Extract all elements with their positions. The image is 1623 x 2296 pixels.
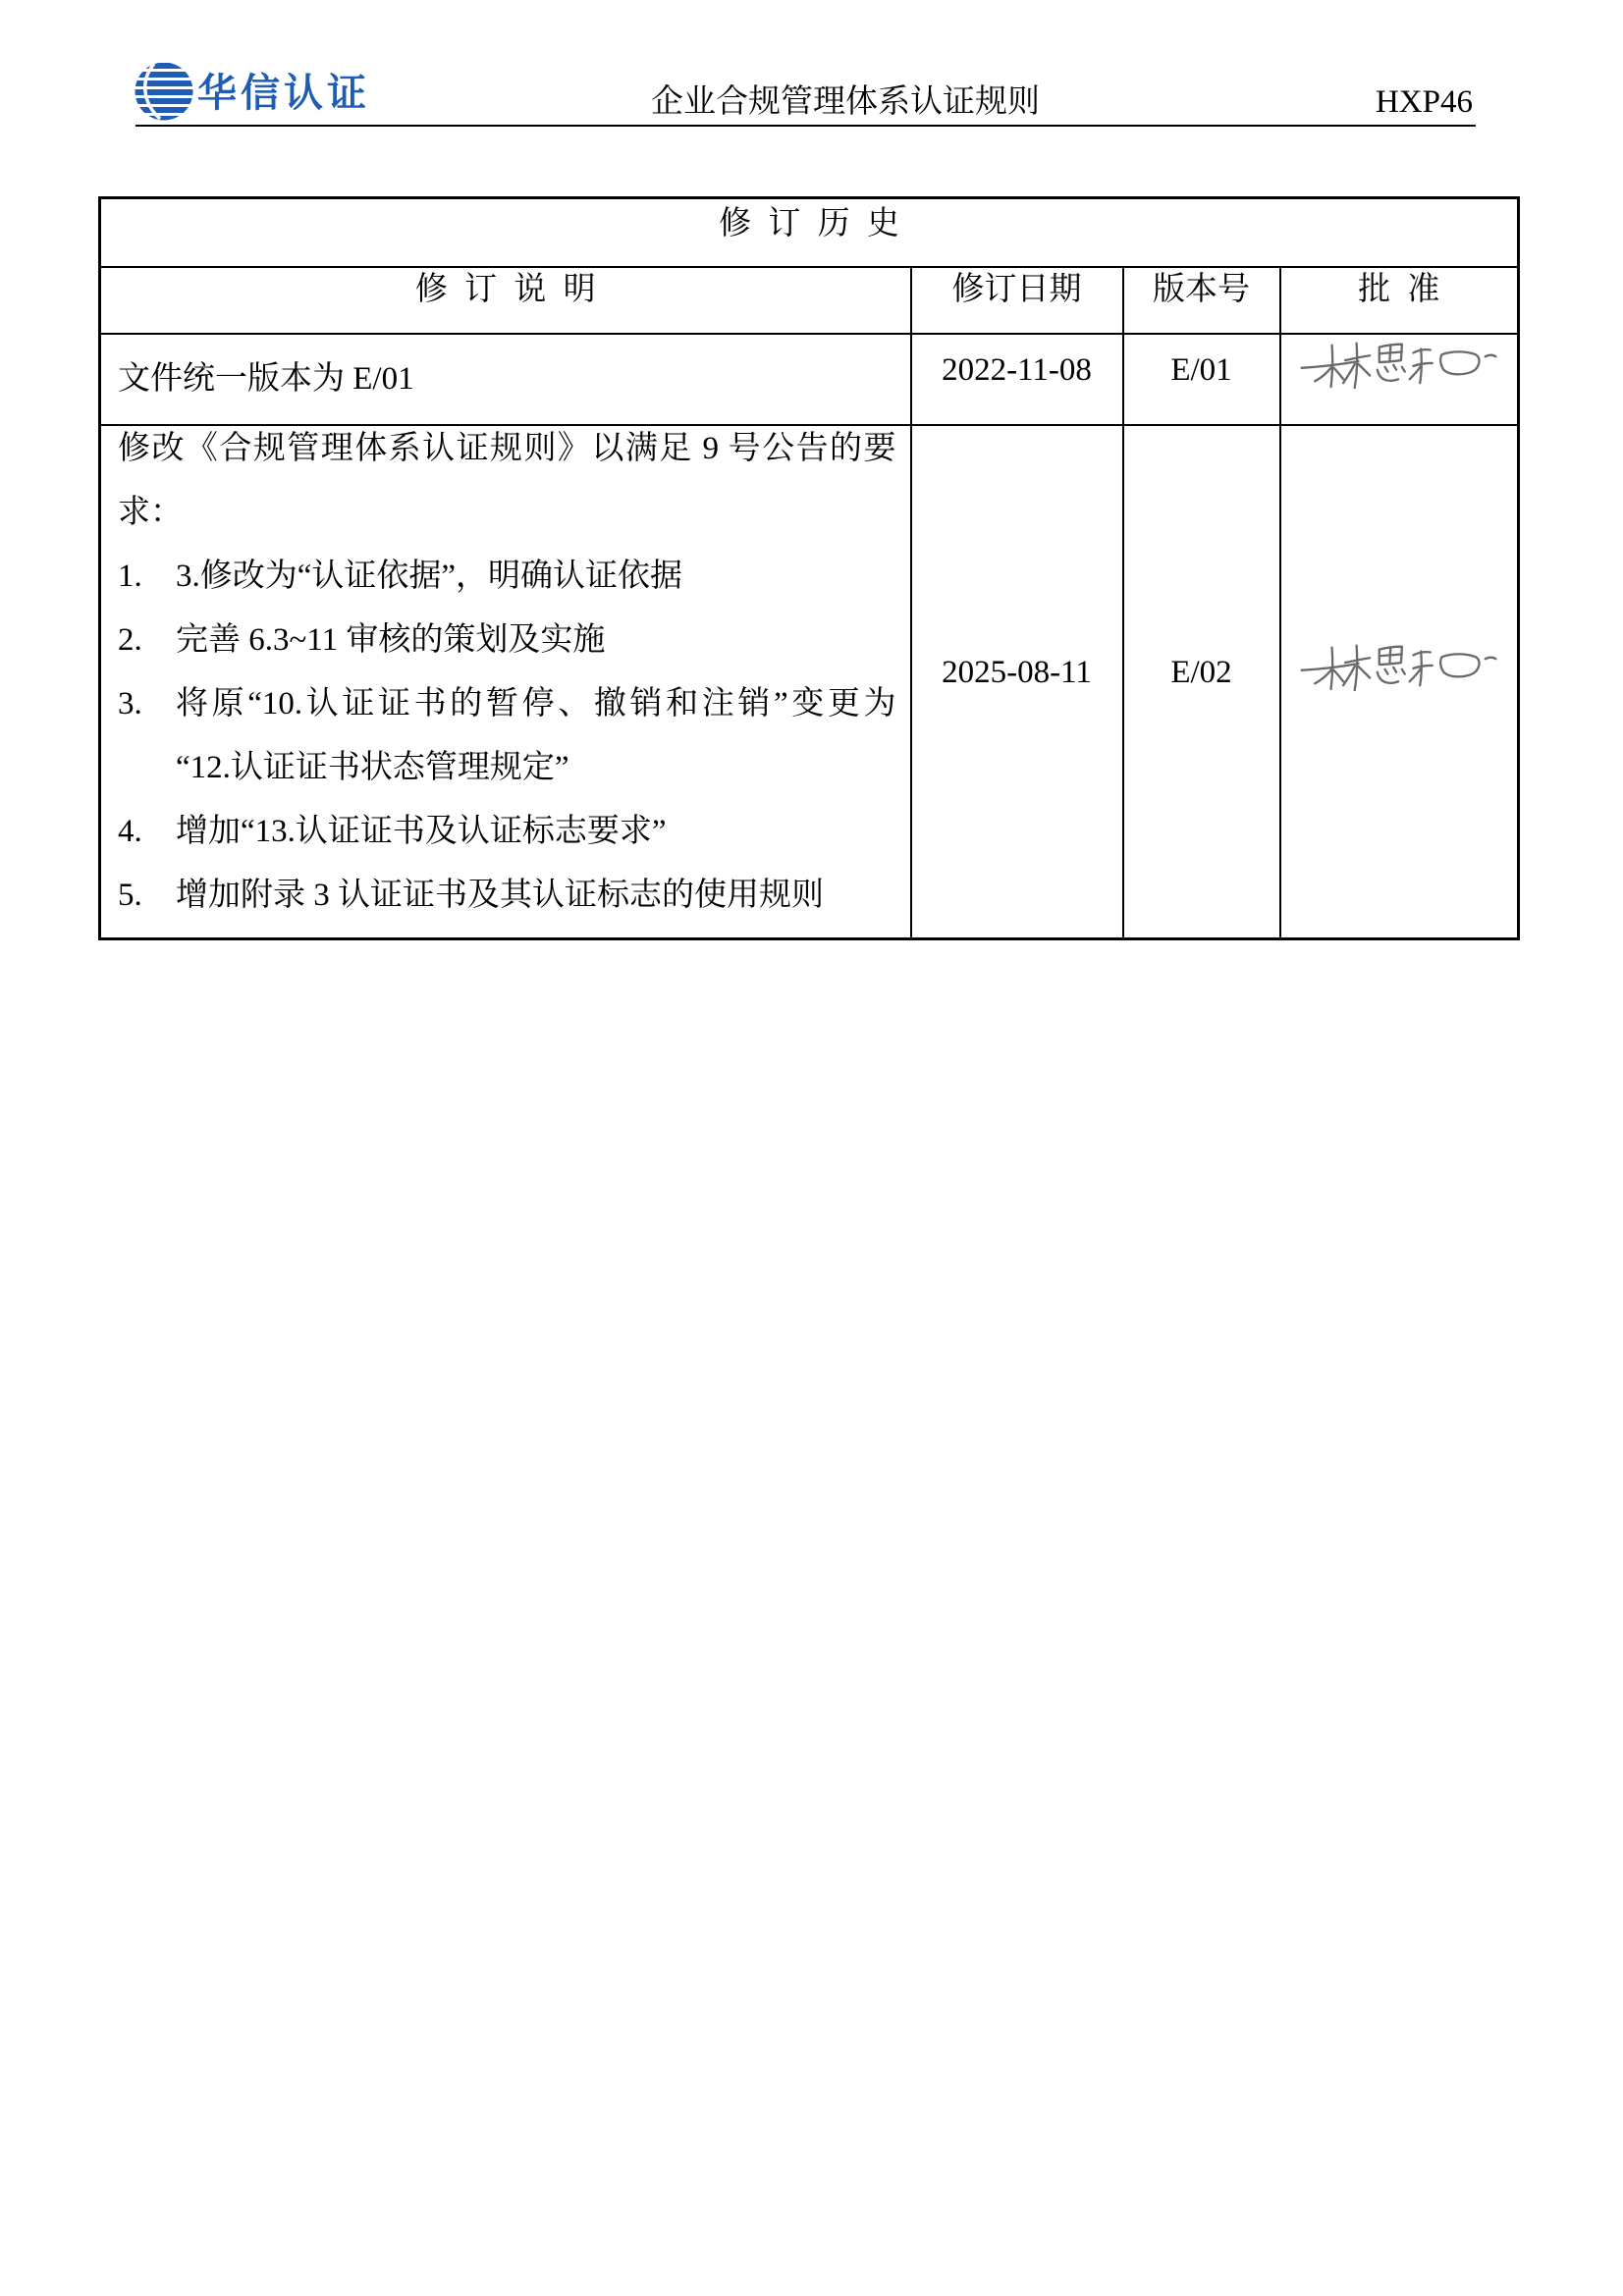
table-header-row: [100, 267, 1519, 334]
list-item: [118, 545, 896, 609]
logo-stripe: [135, 116, 193, 121]
approval-cell: [1280, 334, 1519, 425]
list-item-line: 3.修改为“认证依据”，明确认证依据: [176, 558, 683, 594]
revision-version: E/02: [1123, 425, 1280, 939]
list-item-number: 2.: [118, 621, 142, 658]
revision-description: [118, 417, 896, 928]
list-item-text: [176, 545, 896, 609]
list-item-number: 4.: [118, 813, 142, 849]
striped-globe-icon: [135, 62, 193, 121]
revision-history-title: 修 订 历 史: [100, 198, 1519, 267]
revision-description-cell: [100, 425, 911, 939]
revision-description-cell: [100, 334, 911, 425]
description-line: 修改《合规管理体系认证规则》以满足 9 号公告的要: [118, 430, 896, 466]
list-item-text: [176, 672, 896, 800]
logo-stripe: [135, 63, 193, 69]
column-header-approval: 批 准: [1280, 267, 1519, 334]
list-item-line: “12.认证证书状态管理规定”: [176, 749, 569, 785]
logo-stripe: [135, 80, 193, 86]
logo-stripes: [135, 63, 193, 121]
list-item-line: 增加附录 3 认证证书及其认证标志的使用规则: [176, 877, 824, 913]
list-item: [118, 800, 896, 864]
list-item-line: 完善 6.3~11 审核的策划及实施: [176, 621, 606, 658]
list-item-number: 5.: [118, 877, 142, 913]
table-title-row: [100, 198, 1519, 267]
description-line: 求：: [118, 494, 183, 530]
revision-version: E/01: [1123, 334, 1280, 425]
logo-stripe: [135, 107, 193, 113]
column-header-version: 版本号: [1123, 267, 1280, 334]
document-title: 企业合规管理体系认证规则: [651, 84, 1040, 120]
list-item: [118, 672, 896, 800]
list-item-line: 将原“10.认证证书的暂停、撤销和注销”变更为: [176, 685, 896, 721]
list-item-number: 3.: [118, 685, 142, 721]
list-item-number: 1.: [118, 558, 142, 594]
list-item-text: [176, 864, 896, 928]
list-item: [118, 864, 896, 928]
document-code: HXP46: [1375, 84, 1473, 120]
approval-cell: [1280, 425, 1519, 939]
table-row: [100, 334, 1519, 425]
logo-stripe: [135, 72, 193, 78]
list-item-line: 增加“13.认证证书及认证标志要求”: [176, 813, 667, 849]
column-header-description: 修 订 说 明: [100, 267, 911, 334]
column-header-date: 修订日期: [911, 267, 1123, 334]
list-item-text: [176, 800, 896, 864]
logo-stripe: [135, 98, 193, 104]
description-line: 文件统一版本为 E/01: [118, 361, 414, 397]
revision-date: 2022-11-08: [911, 334, 1123, 425]
header-divider: [135, 125, 1476, 127]
approval-signature: [1299, 336, 1499, 389]
list-item-text: [176, 609, 896, 672]
approval-signature: [1299, 638, 1499, 691]
revision-date: 2025-08-11: [911, 425, 1123, 939]
company-logo-text: 华信认证: [197, 72, 370, 115]
signature-drawing: [1301, 344, 1495, 388]
logo-stripe: [135, 89, 193, 95]
signature-drawing: [1301, 646, 1495, 690]
list-item: [118, 609, 896, 672]
table-row: [100, 425, 1519, 939]
revision-history-table: [98, 196, 1520, 940]
